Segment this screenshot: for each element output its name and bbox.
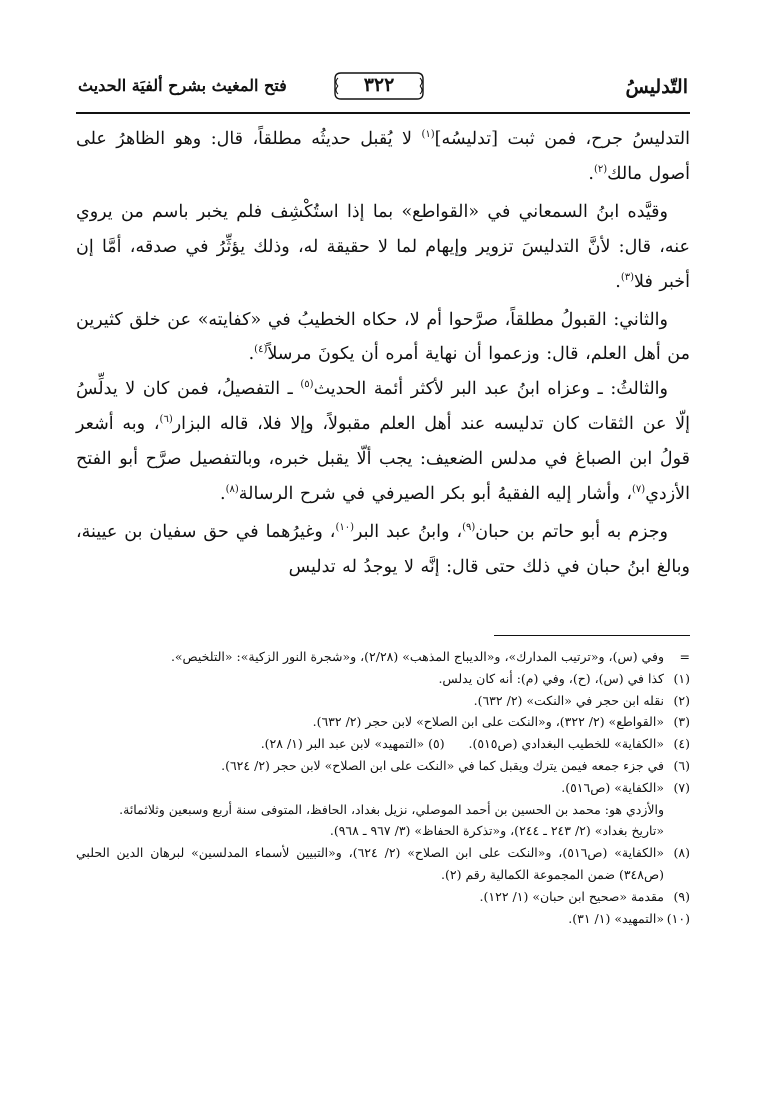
footnote-ref: (٥) — [300, 379, 314, 391]
footnote — [76, 820, 690, 842]
footnote-ref: (٦) — [159, 414, 173, 426]
page-number: ٣٢٢ — [363, 74, 395, 96]
text-run: . — [588, 163, 594, 184]
text-run: ، وابنُ عبد البر — [354, 521, 463, 542]
text-run: وجزم به أبو حاتم بن حبان — [475, 521, 669, 542]
footnote-text: نقله ابن حجر في «النكت» (٢/ ٦٣٢). — [473, 692, 664, 708]
footnote-text: «القواطع» (٢/ ٣٢٢)، و«النكت على ابن الصلاح» لابن حجر (٢/ ٦٣٢). — [312, 714, 664, 730]
footnote — [76, 646, 690, 668]
footnote-text: مقدمة «صحيح ابن حبان» (١/ ١٢٢). — [479, 888, 664, 904]
text-run: وقيَّده ابنُ السمعاني في «القواطع» بما إذا استُكْشِف فلم يخبر باسم من يروي عنه، قال: لأنَّ التدليسَ تزوير وإيهام لما لا حقيقة له، وذلك يؤثِّرُ في صدقه، أمَّا إن أخبر فلا — [76, 201, 690, 292]
text-run: والثالثُ: ـ وعزاه ابنُ عبد البر لأكثر أئمة الحديث — [313, 379, 668, 400]
footnote — [76, 711, 690, 733]
book-title: فتح المغيث بشرح ألفيَة الحديث — [78, 76, 287, 95]
text-run: . — [615, 271, 621, 292]
footnotes — [76, 646, 690, 929]
footnote — [76, 799, 690, 821]
footnote-ref: (١٠) — [335, 522, 355, 534]
footnote-ref: (١) — [421, 129, 435, 141]
footnote-text: «الكفاية» (ص٥١٦). — [561, 779, 664, 795]
footnote-text: كذا في (س)، (ح)، وفي (م): أنه كان يدلس. — [438, 670, 664, 686]
paragraph — [76, 303, 690, 373]
footnote-mark: = — [679, 649, 690, 664]
footnote-text: «الكفاية» للخطيب البغدادي (ص٥١٥). (٥) «التمهيد» لابن عبد البر (١/ ٢٨). — [260, 736, 664, 752]
footnote-mark: (٦) — [673, 757, 690, 773]
paragraph — [76, 195, 690, 300]
text-run: والثاني: القبولُ مطلقاً، صرَّحوا أم لا، حكاه الخطيبُ في «كفايته» عن خلق كثيرين من أهل العلم، قال: وزعموا أن نهاية أمره أن يكونَ مرسلاً — [76, 309, 690, 365]
text-run: . — [248, 344, 255, 365]
footnote — [76, 690, 690, 712]
footnote-ref: (٣) — [620, 271, 634, 283]
footnote — [76, 886, 690, 908]
paragraph — [76, 372, 690, 512]
footnote — [76, 842, 690, 886]
footnote-mark: (٨) — [673, 845, 690, 861]
text-run: ، وأشار إليه الفقيهُ أبو بكر الصيرفي في شرح الرسالة — [238, 484, 633, 505]
chapter-title: التّدليسُ — [625, 76, 688, 98]
text-run: ـ التفصيلُ، فمن كان لا يدلِّسُ إلّا عن الثقات كان تدليسه عند أهل العلم مقبولاً، وإلا فلا، قاله البزار — [76, 379, 691, 435]
footnote-text: «الكفاية» (ص٥١٦)، و«النكت على ابن الصلاح» (٢/ ٦٢٤)، و«التبيين لأسماء المدلسين» لبرهان الدين الحلبي (ص٣٤٨) ضمن المجموعة الكمالية رقم (٢). — [76, 845, 665, 882]
footnote-ref: (٤) — [254, 344, 268, 356]
footnote-text: «التمهيد» (١/ ٣١). — [568, 910, 664, 926]
paragraph — [76, 515, 690, 585]
footnote-text: «تاريخ بغداد» (٢/ ٢٤٣ ـ ٢٤٤)، و«تذكرة الحفاظ» (٣/ ٩٦٧ ـ ٩٦٨). — [329, 823, 664, 839]
footnote — [76, 733, 690, 755]
footnote-mark: (٧) — [673, 779, 690, 795]
footnote-ref: (٩) — [462, 522, 476, 534]
footnote-mark: (٤) — [673, 736, 690, 752]
footnote-ref: (٨) — [225, 484, 239, 496]
footnote-mark: (٣) — [673, 714, 690, 730]
footnote — [76, 777, 690, 799]
footnote-text: وفي (س)، و«ترتيب المدارك»، و«الديباج المذهب» (٢/٢٨)، و«شجرة النور الزكية»: «التلخيص». — [170, 649, 664, 664]
text-run: لا يُقبل حديثُه مطلقاً، قال: وهو الظاهرُ على أصول مالك — [76, 129, 690, 184]
page-number-frame — [333, 70, 425, 102]
footnote-text: في جزء جمعه فيمن يترك ويقبل كما في «النكت على ابن الصلاح» لابن حجر (٢/ ٦٢٤). — [221, 757, 664, 773]
paragraph — [76, 122, 690, 192]
text-run: ، وغيرُهما في حق سفيان بن عيينة، وبالغ ابنُ حبان في ذلك حتى قال: إنَّه لا يوجدُ له تدليس — [76, 521, 690, 577]
footnote-text: والأزدي هو: محمد بن الحسين بن أحمد الموصلي، نزيل بغداد، الحافظ، المتوفى سنة أربع وسبعين وثلاثمائة. — [119, 801, 664, 817]
header-rule — [76, 112, 690, 114]
main-text — [76, 122, 690, 585]
footnote-mark: (٩) — [673, 888, 690, 904]
footnote — [76, 755, 690, 777]
footnote-mark: (١٠) — [666, 910, 690, 926]
footnote-ref: (٢) — [593, 164, 608, 176]
text-run: التدليسُ جرح، فمن ثبت [تدليسُه] — [434, 129, 690, 149]
footnote-mark: (٢) — [673, 692, 690, 708]
footnote — [76, 668, 690, 690]
text-run: ، وبه أشعر قولُ ابن الصباغ في مدلس الضعيف: يجب ألّا يقبل خبره، وبالتفصيل صرَّح أبو الفتح الأزدي — [76, 414, 690, 505]
footnote-ref: (٧) — [632, 484, 646, 496]
text-run: . — [220, 484, 226, 505]
footnote-mark: (١) — [673, 670, 690, 686]
footnote-separator — [494, 635, 690, 636]
footnote — [76, 908, 690, 930]
